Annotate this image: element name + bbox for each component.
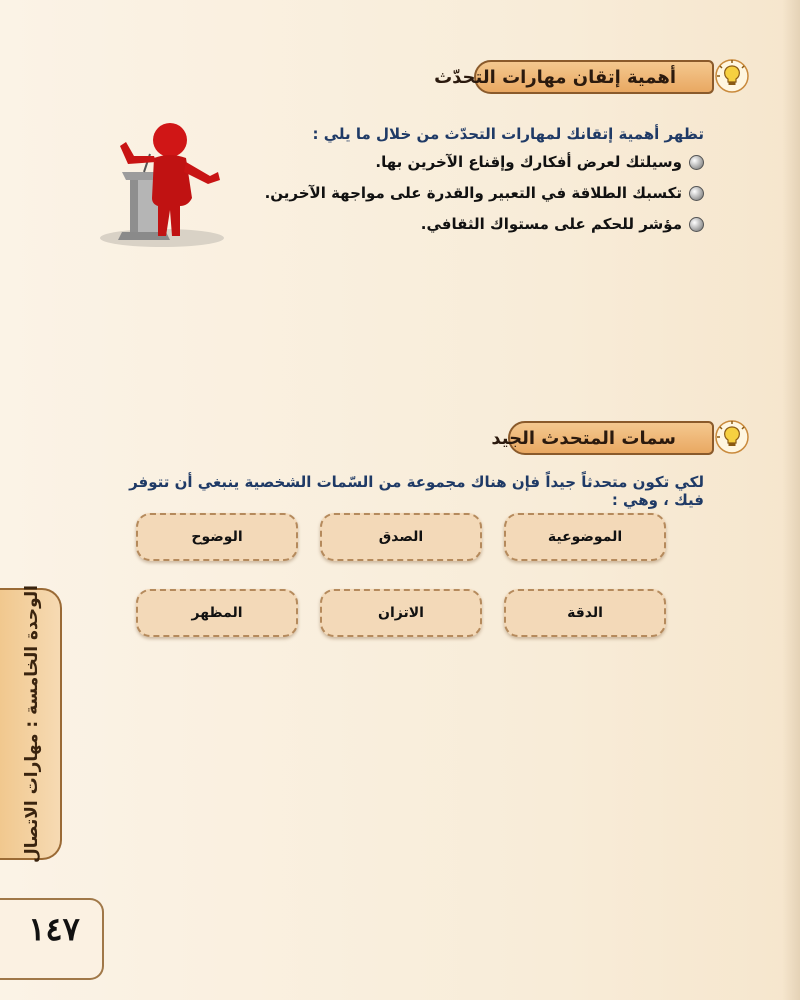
section-heading: أهمية إتقان مهارات التحدّث (434, 67, 676, 88)
bullet-text: وسيلتك لعرض أفكارك وإقناع الآخرين بها. (375, 153, 682, 171)
bullet-item (265, 184, 704, 202)
bullet-dot-icon (689, 217, 704, 232)
section-heading: سمات المتحدث الجيد (491, 428, 676, 449)
bullet-text: تكسبك الطلاقة في التعبير والقدرة على مواجهة الآخرين. (264, 184, 682, 202)
section-heading-banner (434, 60, 714, 94)
page-number: ١٤٧ (28, 910, 80, 948)
section-heading-banner (491, 421, 714, 455)
section-intro: لكي تكون متحدثاً جيداً فإن هناك مجموعة من السّمات الشخصية ينبغي أن تتوفر فيك ، وهي : (129, 473, 704, 509)
lightbulb-icon (710, 417, 750, 457)
page-edge-shadow (782, 0, 800, 1000)
trait-box: المظهر (136, 589, 298, 637)
trait-box: الدقة (504, 589, 666, 637)
trait-box: الصدق (320, 513, 482, 561)
trait-box: الموضوعية (504, 513, 666, 561)
trait-box: الوضوح (136, 513, 298, 561)
bullet-item (421, 215, 704, 233)
unit-title: الوحدة الخامسة : مهارات الاتصال (22, 584, 42, 864)
trait-box: الاتزان (320, 589, 482, 637)
bullet-item (375, 153, 704, 171)
bullet-dot-icon (689, 155, 704, 170)
bullet-dot-icon (689, 186, 704, 201)
section-intro: تظهر أهمية إتقانك لمهارات التحدّث من خلال ما يلي : (312, 125, 704, 143)
bullet-text: مؤشر للحكم على مستواك الثقافي. (420, 215, 682, 233)
lightbulb-icon (710, 56, 750, 96)
